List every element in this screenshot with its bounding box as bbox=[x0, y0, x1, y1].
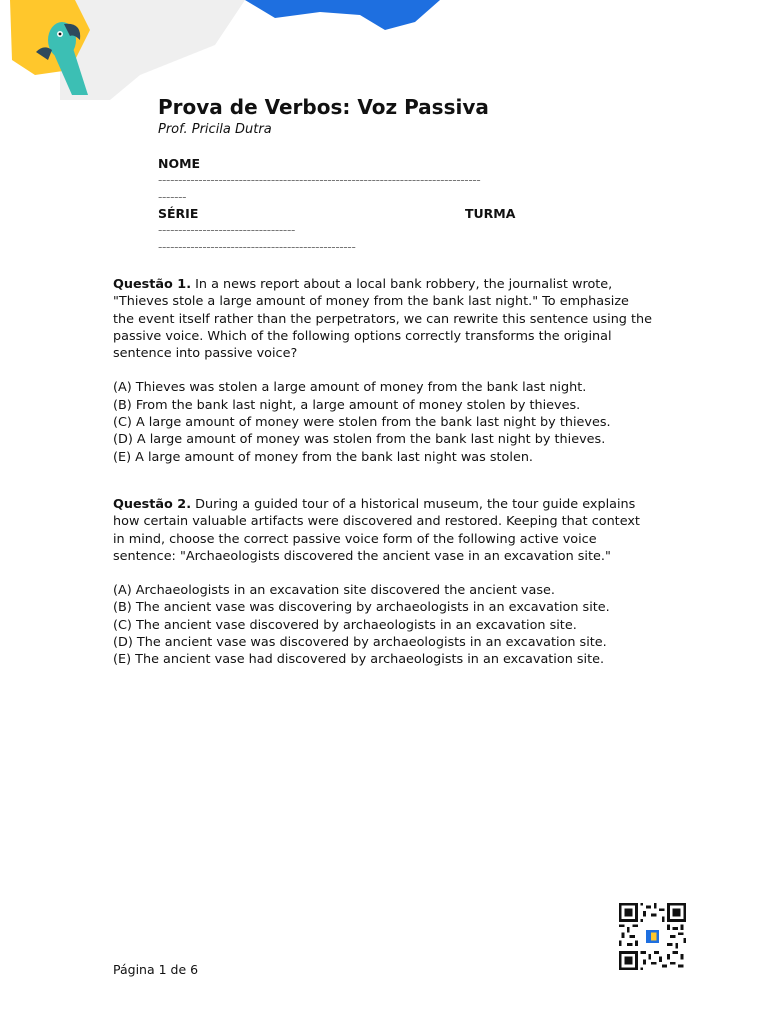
question-2-option-c: (C) The ancient vase discovered by archaeologists in an excavation site. bbox=[113, 617, 577, 633]
question-1-label: Questão 1. bbox=[113, 277, 192, 292]
question-1-option-d: (D) A large amount of money was stolen from the bank last night by thieves. bbox=[113, 432, 606, 448]
question-2-option-d: (D) The ancient vase was discovered by archaeologists in an excavation site. bbox=[113, 635, 607, 651]
turma-line: ------------------------------------------------- bbox=[158, 240, 356, 254]
question-2 bbox=[113, 496, 653, 669]
question-1-option-c: (C) A large amount of money were stolen from the bank last night by thieves. bbox=[113, 415, 611, 431]
exam-header bbox=[158, 94, 658, 256]
qr-code-icon bbox=[619, 903, 686, 970]
question-1 bbox=[113, 276, 653, 466]
serie-turma-row bbox=[158, 206, 658, 222]
question-2-option-a: (A) Archaeologists in an excavation site discovered the ancient vase. bbox=[113, 583, 555, 599]
question-2-label: Questão 2. bbox=[113, 496, 192, 512]
header-decoration bbox=[0, 0, 768, 100]
questions-list bbox=[113, 276, 653, 699]
question-2-option-e: (E) The ancient vase had discovered by archaeologists in an excavation site. bbox=[113, 652, 605, 668]
question-1-option-a: (A) Thieves was stolen a large amount of money from the bank last night. bbox=[113, 380, 587, 396]
teacher-name: Prof. Pricila Dutra bbox=[158, 122, 272, 137]
serie-label: SÉRIE bbox=[158, 206, 199, 221]
question-2-text: During a guided tour of a historical museum, the tour guide explains how certain valuable artifacts were discovered and restored. Keeping that context in mind, choose the correct passive voice form of the following active voice sentence: "Archaeologists discovered the ancient vase in an excavation site." bbox=[113, 496, 640, 564]
question-1-option-e: (E) A large amount of money from the bank last night was stolen. bbox=[113, 449, 533, 465]
question-1-option-b: (B) From the bank last night, a large amount of money stolen by thieves. bbox=[113, 397, 581, 413]
page-title: Prova de Verbos: Voz Passiva bbox=[158, 95, 489, 119]
question-1-options bbox=[113, 379, 653, 465]
question-1-text: In a news report about a local bank robbery, the journalist wrote, "Thieves stole a large amount of money from the bank last night." To emphasize the event itself rather than the perpetrators, we can rewrite this sentence using the passive voice. Which of the following options correctly transforms the original sentence into passive voice? bbox=[113, 277, 652, 362]
question-2-options bbox=[113, 582, 653, 668]
question-1-text-block bbox=[113, 276, 653, 362]
name-line-continued: ------- bbox=[158, 190, 187, 204]
name-line: -------------------------------------------------------------------------------- bbox=[158, 173, 481, 187]
serie-line: ---------------------------------- bbox=[158, 223, 296, 237]
page-number: Página 1 de 6 bbox=[113, 962, 199, 977]
name-label: NOME bbox=[158, 156, 201, 171]
question-2-text-block bbox=[113, 496, 653, 565]
question-2-option-b: (B) The ancient vase was discovering by archaeologists in an excavation site. bbox=[113, 600, 610, 616]
decoration-shapes bbox=[0, 0, 768, 100]
turma-label: TURMA bbox=[465, 206, 516, 221]
